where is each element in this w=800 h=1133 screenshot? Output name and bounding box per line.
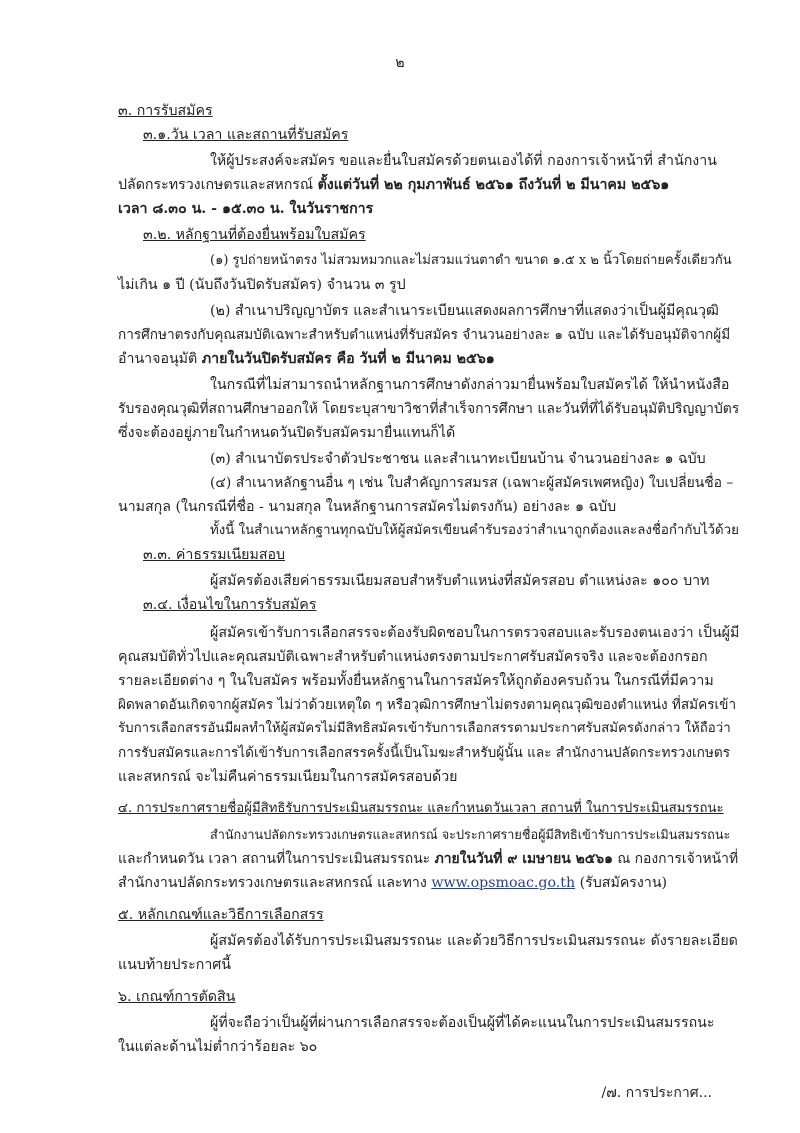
doc-certify-note: ทั้งนี้ ในสำเนาหลักฐานทุกฉบับให้ผู้สมัครเขียนคำรับรองว่าสำเนาถูกต้องและลงชื่อกำกับไว้ด้วย — [210, 523, 739, 538]
doc-item-2-authority: อำนาจอนุมัติ — [118, 351, 198, 367]
doc-note-line-3: ซึ่งจะต้องอยู่ภายในกำหนดวันปิดรับสมัครมายื่นแทนก็ได้ — [118, 425, 456, 441]
section-4-location: ณ กองการเจ้าหน้าที่ — [617, 851, 739, 867]
section-6-line-1: ผู้ที่จะถือว่าเป็นผู้ที่ผ่านการเลือกสรรจะต้องเป็นผู้ที่ได้คะแนนในการประเมินสมรรถนะ — [210, 1015, 715, 1031]
section-3-1-line-1: ให้ผู้ประสงค์จะสมัคร ขอและยื่นใบสมัครด้วยตนเองได้ที่ กองการเจ้าหน้าที่ สำนักงาน — [210, 153, 717, 169]
section-4-line-2 — [118, 850, 738, 868]
section-4-office: สำนักงานปลัดกระทรวงเกษตรและสหกรณ์ และทาง — [118, 875, 427, 891]
doc-item-3: (๓) สำเนาบัตรประจำตัวประชาชน และสำเนาทะเบียนบ้าน จำนวนอย่างละ ๑ ฉบับ — [210, 451, 706, 467]
website-link[interactable]: www.opsmoac.go.th — [431, 875, 576, 891]
doc-item-4-line-2: นามสกุล (ในกรณีที่ชื่อ - นามสกุล ในหลักฐานการสมัครไม่ตรงกัน) อย่างละ ๑ ฉบับ — [118, 499, 617, 515]
section-3-1-office: ปลัดกระทรวงเกษตรและสหกรณ์ — [118, 177, 314, 193]
section-3-4-line-1: ผู้สมัครเข้ารับการเลือกสรรจะต้องรับผิดชอบในการตรวจสอบและรับรองตนเองว่า เป็นผู้มี — [210, 625, 740, 641]
section-4-recruit-label: (รับสมัครงาน) — [579, 875, 668, 891]
section-3-1-hours: เวลา ๘.๓๐ น. - ๑๕.๓๐ น. ในวันราชการ — [118, 201, 374, 217]
section-4-schedule-text: และกำหนดวัน เวลา สถานที่ในการประเมินสมรรถนะ — [118, 851, 431, 867]
section-3-3-heading: ๓.๓. ค่าธรรมเนียมสอบ — [143, 547, 286, 563]
doc-item-2-deadline: ภายในวันปิดรับสมัคร คือ วันที่ ๒ มีนาคม ๒๕๖๑ — [201, 351, 495, 367]
doc-note-line-1: ในกรณีที่ไม่สามารถนำหลักฐานการศึกษาดังกล่าวมายื่นพร้อมใบสมัครได้ ให้นำหนังสือ — [210, 377, 730, 393]
continuation-marker: /๗. การประกาศ... — [601, 1085, 712, 1101]
section-3-3-line-1: ผู้สมัครต้องเสียค่าธรรมเนียมสอบสำหรับตำแหน่งที่สมัครสอบ ตำแหน่งละ ๑๐๐ บาท — [210, 573, 710, 589]
section-3-4-line-7: และสหกรณ์ จะไม่คืนค่าธรรมเนียมในการสมัครสอบด้วย — [118, 769, 458, 785]
section-3-4-line-6: การรับสมัครและการได้เข้ารับการเลือกสรรครั้งนี้เป็นโมฆะสำหรับผู้นั้น และ สำนักงานปลัดกระทรวงเกษตร — [118, 745, 730, 761]
section-3-2-heading: ๓.๒. หลักฐานที่ต้องยื่นพร้อมใบสมัคร — [143, 227, 366, 243]
section-4-line-3 — [118, 874, 667, 892]
section-5-heading: ๕. หลักเกณฑ์และวิธีการเลือกสรร — [118, 907, 324, 923]
section-3-1-line-2 — [118, 176, 669, 194]
doc-item-2-line-1: (๒) สำเนาปริญญาบัตร และสำเนาระเบียนแสดงผลการศึกษาที่แสดงว่าเป็นผู้มีคุณวุฒิ — [210, 303, 719, 319]
doc-item-2-line-2: การศึกษาตรงกับคุณสมบัติเฉพาะสำหรับตำแหน่งที่รับสมัคร จำนวนอย่างละ ๑ ฉบับ และได้รับอนุมัติจากผู้มี — [118, 327, 731, 343]
section-5-line-2: แนบท้ายประกาศนี้ — [118, 957, 231, 973]
section-3-1-heading: ๓.๑.วัน เวลา และสถานที่รับสมัคร — [143, 127, 349, 143]
section-3-4-line-5: รับการเลือกสรรอันมีผลทำให้ผู้สมัครไม่มีสิทธิสมัครเข้ารับการเลือกสรรตามประกาศรับสมัครดังกล่าว ให้ถือว่า — [118, 721, 731, 736]
section-5-line-1: ผู้สมัครต้องได้รับการประเมินสมรรถนะ และด้วยวิธีการประเมินสมรรถนะ ดังรายละเอียด — [210, 933, 738, 949]
section-6-heading: ๖. เกณฑ์การตัดสิน — [118, 989, 236, 1005]
doc-item-1-line-2: ไม่เกิน ๑ ปี (นับถึงวันปิดรับสมัคร) จำนวน ๓ รูป — [118, 277, 406, 293]
section-3-4-heading: ๓.๔. เงื่อนไขในการรับสมัคร — [143, 597, 317, 613]
section-3-4-line-3: รายละเอียดต่าง ๆ ในใบสมัคร พร้อมทั้งยื่นหลักฐานในการสมัครให้ถูกต้องครบถ้วน ในกรณีที่มีความ — [118, 673, 714, 689]
section-3-4-line-2: คุณสมบัติทั่วไปและคุณสมบัติเฉพาะสำหรับตำแหน่งตรงตามประกาศรับสมัครจริง และจะต้องกรอก — [118, 649, 708, 665]
section-6-line-2: ในแต่ละด้านไม่ต่ำกว่าร้อยละ ๖๐ — [118, 1039, 318, 1055]
doc-item-1-line-1: (๑) รูปถ่ายหน้าตรง ไม่สวมหมวกและไม่สวมแว่นตาดำ ขนาด ๑.๕ x ๒ นิ้วโดยถ่ายครั้งเดียวกัน — [210, 253, 732, 268]
section-3-4-line-4: ผิดพลาดอันเกิดจากผู้สมัคร ไม่ว่าด้วยเหตุใด ๆ หรือวุฒิการศึกษาไม่ตรงตามคุณวุฒิของตำแหน่ง ที่สมัครเข้า — [118, 697, 737, 713]
doc-item-2-line-3 — [118, 350, 495, 368]
section-4-deadline: ภายในวันที่ ๙ เมษายน ๒๕๖๑ — [434, 851, 613, 867]
section-4-heading: ๔. การประกาศรายชื่อผู้มีสิทธิรับการประเมินสมรรถนะ และกำหนดวันเวลา สถานที่ ในการประเมินสมรรถนะ — [118, 801, 724, 816]
section-3-heading: ๓. การรับสมัคร — [118, 103, 213, 119]
section-3-1-dates: ตั้งแต่วันที่ ๒๒ กุมภาพันธ์ ๒๕๖๑ ถึงวันที่ ๒ มีนาคม ๒๕๖๑ — [317, 177, 670, 193]
doc-item-4-line-1: (๔) สำเนาหลักฐานอื่น ๆ เช่น ใบสำคัญการสมรส (เฉพาะผู้สมัครเพศหญิง) ใบเปลี่ยนชื่อ – — [210, 475, 734, 491]
page-number: ๒ — [395, 55, 405, 71]
doc-note-line-2: รับรองคุณวุฒิที่สถานศึกษาออกให้ โดยระบุสาขาวิชาที่สำเร็จการศึกษา และวันที่ที่ได้รับอนุมัติปริญญาบัตร — [118, 401, 740, 417]
section-4-line-1: สำนักงานปลัดกระทรวงเกษตรและสหกรณ์ จะประกาศรายชื่อผู้มีสิทธิเข้ารับการประเมินสมรรถนะ — [210, 827, 731, 842]
